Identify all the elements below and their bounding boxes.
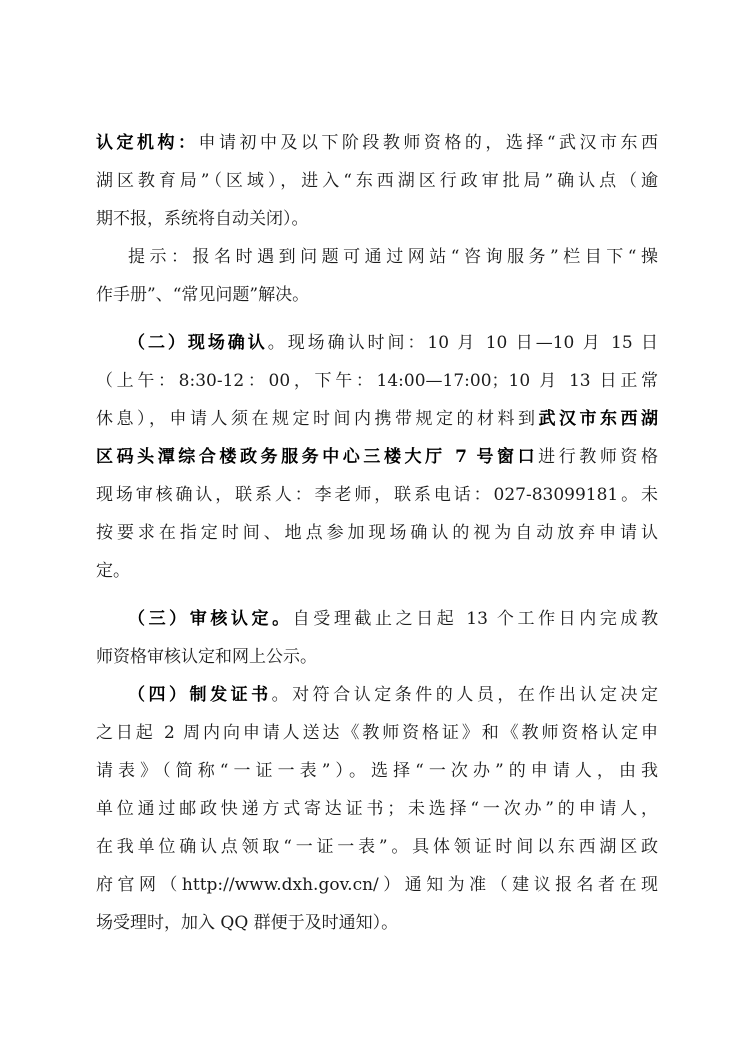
section2-line-4 xyxy=(96,447,658,467)
section2-line-6: 按要求在指定时间、地点参加现场确认的视为自动放弃申请认 xyxy=(96,523,658,543)
tip-line-1: 提示：报名时遇到问题可通过网站“咨询服务”栏目下“操 xyxy=(128,247,658,267)
org-paragraph-line-1 xyxy=(96,133,658,153)
tip-line-2: 作手册”、“常见问题”解决。 xyxy=(96,285,310,305)
section4-line-1-text: 。对符合认定条件的人员，在作出认定决定 xyxy=(271,685,658,705)
org-paragraph-line-3: 期不报，系统将自动关闭）。 xyxy=(96,209,309,229)
section4-line-1 xyxy=(128,685,658,705)
section4-line-4: 单位通过邮政快递方式寄达证书；未选择“一次办”的申请人， xyxy=(96,799,658,819)
section2-line-1-text: 。现场确认时间：10 月 10 日—10 月 15 日 xyxy=(267,333,659,353)
section4-heading: （四）制发证书 xyxy=(128,685,272,705)
section3-line-1-text: 自受理截止之日起 13 个工作日内完成教 xyxy=(292,609,658,629)
section4-line-3: 请表》（简称“一证一表”）。选择“一次办”的申请人，由我 xyxy=(96,761,658,781)
section2-heading: （二）现场确认 xyxy=(128,333,268,353)
section2-location-end: 区码头潭综合楼政务服务中心三楼大厅 7 号窗口 xyxy=(96,447,539,467)
section2-line-3 xyxy=(96,409,658,429)
section2-line-7: 定。 xyxy=(96,561,130,581)
section2-line-2: （上午：8:30-12：00，下午：14:00—17:00；10 月 13 日正常 xyxy=(96,371,658,391)
section2-line-4-text: 进行教师资格 xyxy=(538,447,658,467)
section3-line-1 xyxy=(128,609,658,629)
section2-location-start: 武汉市东西湖 xyxy=(538,409,658,429)
section3-heading: （三）审核认定。 xyxy=(128,609,293,629)
section4-line-6: 府官网（http://www.dxh.gov.cn/）通知为准（建议报名者在现 xyxy=(96,875,658,895)
section4-line-7: 场受理时，加入 QQ 群便于及时通知）。 xyxy=(96,913,399,933)
org-line-1-text: 申请初中及以下阶段教师资格的，选择“武汉市东西 xyxy=(198,133,658,153)
section2-line-5: 现场审核确认，联系人：李老师，联系电话：027-83099181。未 xyxy=(96,485,658,505)
org-label: 认定机构： xyxy=(96,133,199,153)
section2-line-3-text: 休息），申请人须在规定时间内携带规定的材料到 xyxy=(96,409,539,429)
section2-line-1 xyxy=(128,333,658,353)
org-paragraph-line-2: 湖区教育局”（区域），进入“东西湖区行政审批局”确认点（逾 xyxy=(96,171,658,191)
section3-line-2: 师资格审核认定和网上公示。 xyxy=(96,647,317,667)
section4-line-5: 在我单位确认点领取“一证一表”。具体领证时间以东西湖区政 xyxy=(96,837,658,857)
section4-line-2: 之日起 2 周内向申请人送达《教师资格证》和《教师资格认定申 xyxy=(96,723,658,743)
